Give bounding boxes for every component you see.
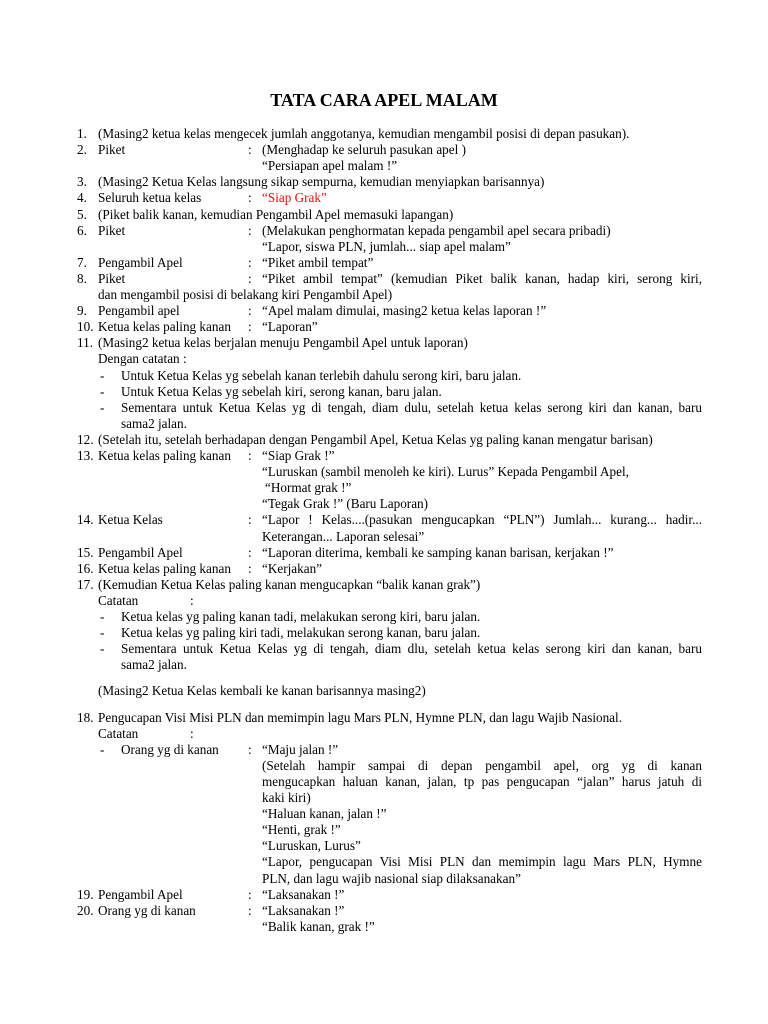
- instruction-text: Keterangan... Laporan selesai”: [262, 528, 425, 544]
- command-text: “Siap Grak”: [262, 190, 327, 206]
- speaker-label: Piket: [98, 222, 126, 238]
- instruction-text: Pengucapan Visi Misi PLN dan memimpin lagu Mars PLN, Hymne PLN, dan lagu Wajib Nasional.: [98, 709, 623, 725]
- note-item: Untuk Ketua Kelas yg sebelah kanan terlebih dahulu serong kiri, baru jalan.: [121, 367, 522, 383]
- instruction-text: (Masing2 Ketua Kelas kembali ke kanan barisannya masing2): [98, 683, 426, 699]
- note-item: Sementara untuk Ketua Kelas yg di tengah, diam dlu, setelah ketua kelas serong kiri dan kanan, baru: [121, 641, 702, 657]
- command-text: (Melakukan penghormatan kepada pengambil apel secara pribadi): [262, 222, 611, 238]
- item-number: 1.: [77, 126, 87, 141]
- bullet-dash: -: [100, 625, 105, 641]
- instruction-text: (Masing2 ketua kelas berjalan menuju Pengambil Apel untuk laporan): [98, 335, 468, 351]
- item-number: 15.: [77, 544, 94, 560]
- item-number: 18.: [77, 709, 94, 725]
- page-title: TATA CARA APEL MALAM: [270, 90, 498, 110]
- colon-separator: :: [248, 512, 252, 528]
- item-number: 5.: [77, 206, 87, 222]
- command-text: (Menghadap ke seluruh pasukan apel ): [262, 142, 466, 158]
- speaker-label: Ketua kelas paling kanan: [98, 319, 231, 335]
- instruction-text: (Kemudian Ketua Kelas paling kanan mengucapkan “balik kanan grak”): [98, 576, 481, 592]
- speaker-label: Piket: [98, 270, 126, 286]
- colon-separator: :: [248, 190, 252, 206]
- instruction-text: Dengan catatan :: [98, 351, 187, 367]
- instruction-text: (Setelah itu, setelah berhadapan dengan Pengambil Apel, Ketua Kelas yg paling kanan mengatur barisan): [98, 431, 653, 447]
- speaker-label: Pengambil Apel: [98, 886, 183, 902]
- instruction-text: “Hormat grak !”: [265, 480, 352, 496]
- item-number: 13.: [77, 448, 94, 463]
- colon-separator: :: [190, 725, 194, 741]
- colon-separator: :: [248, 142, 252, 158]
- instruction-text: “Tegak Grak !” (Baru Laporan): [262, 496, 429, 512]
- instruction-text: “Lapor, pengucapan Visi Misi PLN dan memimpin lagu Mars PLN, Hymne: [262, 854, 702, 870]
- colon-separator: :: [248, 254, 252, 270]
- colon-separator: :: [248, 902, 252, 918]
- note-item: Untuk Ketua Kelas yg sebelah kiri, serong kanan, baru jalan.: [121, 383, 442, 399]
- instruction-text: dan mengambil posisi di belakang kiri Pengambil Apel): [98, 287, 393, 302]
- item-number: 10.: [77, 319, 94, 335]
- command-text: “Laporan diterima, kembali ke samping kanan barisan, kerjakan !”: [262, 544, 614, 560]
- instruction-text: “Luruskan, Lurus”: [262, 838, 361, 854]
- command-text: “Laksanakan !”: [262, 902, 345, 918]
- item-number: 6.: [77, 222, 87, 238]
- item-number: 17.: [77, 576, 94, 592]
- command-text: “Laksanakan !”: [262, 886, 345, 902]
- colon-separator: :: [190, 592, 194, 608]
- item-number: 11.: [77, 335, 93, 351]
- colon-separator: :: [248, 560, 252, 576]
- instruction-text: mengucapkan haluan kanan, jalan, tp pas pengucapan “jalan” harus jatuh di: [262, 773, 702, 789]
- command-text: “Piket ambil tempat”: [262, 254, 374, 270]
- colon-separator: :: [248, 303, 252, 319]
- bullet-dash: -: [100, 609, 105, 624]
- speaker-label: Piket: [98, 142, 126, 158]
- speaker-label: Pengambil apel: [98, 303, 180, 319]
- instruction-text: “Luruskan (sambil menoleh ke kiri). Lurus” Kepada Pengambil Apel,: [262, 464, 629, 480]
- item-number: 7.: [77, 254, 87, 270]
- item-number: 4.: [77, 190, 87, 206]
- speaker-label: Orang yg di kanan: [98, 902, 196, 918]
- note-item: Sementara untuk Ketua Kelas yg di tengah, diam dulu, setelah ketua kelas serong kiri dan kanan, baru: [121, 399, 702, 415]
- speaker-label: Ketua Kelas: [98, 512, 163, 528]
- instruction-text: (Masing2 Ketua Kelas langsung sikap sempurna, kemudian menyiapkan barisannya): [98, 174, 545, 190]
- item-number: 9.: [77, 303, 87, 319]
- instruction-text: sama2 jalan.: [121, 415, 187, 431]
- instruction-text: “Haluan kanan, jalan !”: [262, 806, 387, 822]
- instruction-text: (Masing2 ketua kelas mengecek jumlah anggotanya, kemudian mengambil posisi di depan pasukan).: [98, 126, 630, 141]
- bullet-dash: -: [100, 383, 105, 399]
- colon-separator: :: [248, 222, 252, 238]
- speaker-label: Pengambil Apel: [98, 254, 183, 270]
- instruction-text: “Persiapan apel malam !”: [262, 158, 398, 174]
- command-text: “Laporan”: [262, 319, 318, 335]
- command-text: “Lapor ! Kelas....(pasukan mengucapkan “PLN”) Jumlah... kurang... hadir...: [262, 512, 702, 528]
- bullet-dash: -: [100, 367, 105, 383]
- note-item: Ketua kelas yg paling kanan tadi, melakukan serong kiri, baru jalan.: [121, 609, 481, 624]
- bullet-dash: -: [100, 399, 105, 415]
- speaker-label: Ketua kelas paling kanan: [98, 560, 231, 576]
- instruction-text: PLN, dan lagu wajib nasional siap dilaksanakan”: [262, 870, 521, 886]
- instruction-text: “Balik kanan, grak !”: [262, 918, 375, 934]
- instruction-text: “Henti, grak !”: [262, 822, 341, 838]
- instruction-text: “Lapor, siswa PLN, jumlah... siap apel malam”: [262, 238, 511, 254]
- colon-separator: :: [248, 886, 252, 902]
- speaker-label: Orang yg di kanan: [121, 741, 219, 757]
- item-number: 8.: [77, 270, 87, 286]
- colon-separator: :: [248, 544, 252, 560]
- command-text: “Maju jalan !”: [262, 741, 339, 757]
- item-number: 14.: [77, 512, 94, 528]
- instruction-text: (Piket balik kanan, kemudian Pengambil Apel memasuki lapangan): [98, 206, 454, 222]
- instruction-text: Catatan: [98, 592, 139, 608]
- item-number: 16.: [77, 560, 94, 576]
- item-number: 12.: [77, 431, 94, 447]
- command-text: “Piket ambil tempat” (kemudian Piket balik kanan, hadap kiri, serong kiri,: [262, 270, 702, 286]
- bullet-dash: -: [100, 641, 105, 657]
- item-number: 2.: [77, 142, 87, 158]
- speaker-label: Seluruh ketua kelas: [98, 190, 202, 206]
- note-item: Ketua kelas yg paling kiri tadi, melakukan serong kanan, baru jalan.: [121, 625, 481, 641]
- item-number: 19.: [77, 886, 94, 902]
- item-number: 20.: [77, 902, 94, 918]
- command-text: “Apel malam dimulai, masing2 ketua kelas laporan !”: [262, 303, 547, 319]
- instruction-text: kaki kiri): [262, 790, 311, 805]
- command-text: “Kerjakan”: [262, 560, 323, 576]
- instruction-text: (Setelah hampir sampai di depan pengambil apel, org yg di kanan: [262, 757, 702, 773]
- colon-separator: :: [248, 319, 252, 335]
- instruction-text: Catatan: [98, 725, 139, 741]
- colon-separator: :: [248, 448, 252, 463]
- colon-separator: :: [248, 270, 252, 286]
- colon-separator: :: [248, 741, 252, 757]
- speaker-label: Pengambil Apel: [98, 544, 183, 560]
- instruction-text: sama2 jalan.: [121, 657, 187, 673]
- command-text: “Siap Grak !”: [262, 448, 335, 463]
- speaker-label: Ketua kelas paling kanan: [98, 448, 231, 463]
- bullet-dash: -: [100, 741, 105, 757]
- item-number: 3.: [77, 174, 87, 190]
